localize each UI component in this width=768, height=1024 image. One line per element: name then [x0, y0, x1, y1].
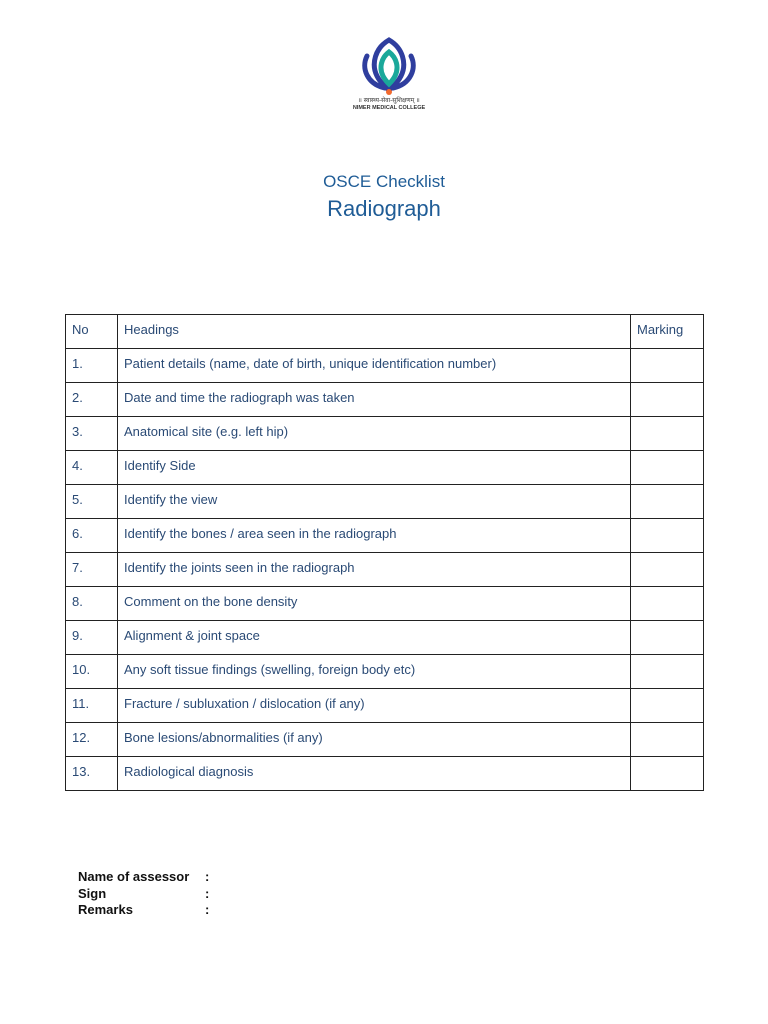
- row-number: 3.: [66, 417, 118, 451]
- row-number: 10.: [66, 655, 118, 689]
- field-separator: :: [205, 869, 210, 884]
- table-row: [66, 553, 704, 587]
- row-heading: Fracture / subluxation / dislocation (if any): [118, 689, 631, 723]
- table-row: [66, 519, 704, 553]
- row-heading: Radiological diagnosis: [118, 757, 631, 791]
- lotus-emblem-icon: [357, 34, 421, 96]
- row-number: 11.: [66, 689, 118, 723]
- row-number: 5.: [66, 485, 118, 519]
- row-heading: Identify the bones / area seen in the radiograph: [118, 519, 631, 553]
- checklist-table: [65, 314, 704, 791]
- field-separator: :: [205, 885, 210, 901]
- college-name: NIMER MEDICAL COLLEGE: [352, 105, 426, 111]
- assessor-section: [78, 869, 209, 919]
- row-number: 12.: [66, 723, 118, 757]
- row-heading: Anatomical site (e.g. left hip): [118, 417, 631, 451]
- row-number: 4.: [66, 451, 118, 485]
- column-header-marking: Marking: [631, 315, 704, 349]
- table-row: [66, 587, 704, 621]
- table-header-row: [66, 315, 704, 349]
- field-separator: :: [205, 902, 210, 917]
- table-row: [66, 621, 704, 655]
- row-heading: Identify the joints seen in the radiograph: [118, 553, 631, 587]
- page-title: Radiograph: [327, 196, 441, 221]
- row-heading: Identify Side: [118, 451, 631, 485]
- row-number: 13.: [66, 757, 118, 791]
- remarks-field: [78, 902, 209, 919]
- row-heading: Any soft tissue findings (swelling, foreign body etc): [118, 655, 631, 689]
- row-marking-cell[interactable]: [631, 349, 704, 383]
- table-row: [66, 723, 704, 757]
- assessor-name-field: [78, 869, 209, 886]
- row-marking-cell[interactable]: [631, 451, 704, 485]
- row-marking-cell[interactable]: [631, 587, 704, 621]
- row-number: 8.: [66, 587, 118, 621]
- table-row: [66, 349, 704, 383]
- row-marking-cell[interactable]: [631, 519, 704, 553]
- row-heading: Patient details (name, date of birth, unique identification number): [118, 349, 631, 383]
- row-marking-cell[interactable]: [631, 689, 704, 723]
- field-label: Name of assessor: [78, 869, 190, 884]
- table-row: [66, 655, 704, 689]
- row-marking-cell[interactable]: [631, 553, 704, 587]
- page-subtitle: OSCE Checklist: [323, 172, 445, 191]
- table-row: [66, 417, 704, 451]
- table-row: [66, 451, 704, 485]
- row-heading: Bone lesions/abnormalities (if any): [118, 723, 631, 757]
- college-motto: ॥ स्वास्थ्य-सेवा-सुशिक्षणम् ॥: [358, 97, 420, 104]
- row-number: 7.: [66, 553, 118, 587]
- row-heading: Date and time the radiograph was taken: [118, 383, 631, 417]
- row-heading: Alignment & joint space: [118, 621, 631, 655]
- sign-field: [78, 886, 209, 903]
- table-row: [66, 689, 704, 723]
- row-heading: Comment on the bone density: [118, 587, 631, 621]
- row-marking-cell[interactable]: [631, 723, 704, 757]
- column-header-headings: Headings: [118, 315, 631, 349]
- row-marking-cell[interactable]: [631, 417, 704, 451]
- college-logo: [344, 34, 434, 120]
- row-number: 1.: [66, 349, 118, 383]
- row-marking-cell[interactable]: [631, 655, 704, 689]
- table-row: [66, 485, 704, 519]
- row-marking-cell[interactable]: [631, 485, 704, 519]
- table-row: [66, 383, 704, 417]
- table-row: [66, 757, 704, 791]
- row-marking-cell[interactable]: [631, 383, 704, 417]
- field-label: Sign: [78, 885, 107, 901]
- row-number: 2.: [66, 383, 118, 417]
- row-number: 9.: [66, 621, 118, 655]
- row-marking-cell[interactable]: [631, 757, 704, 791]
- row-number: 6.: [66, 519, 118, 553]
- column-header-no: No: [66, 315, 118, 349]
- row-marking-cell[interactable]: [631, 621, 704, 655]
- row-heading: Identify the view: [118, 485, 631, 519]
- field-label: Remarks: [78, 902, 133, 917]
